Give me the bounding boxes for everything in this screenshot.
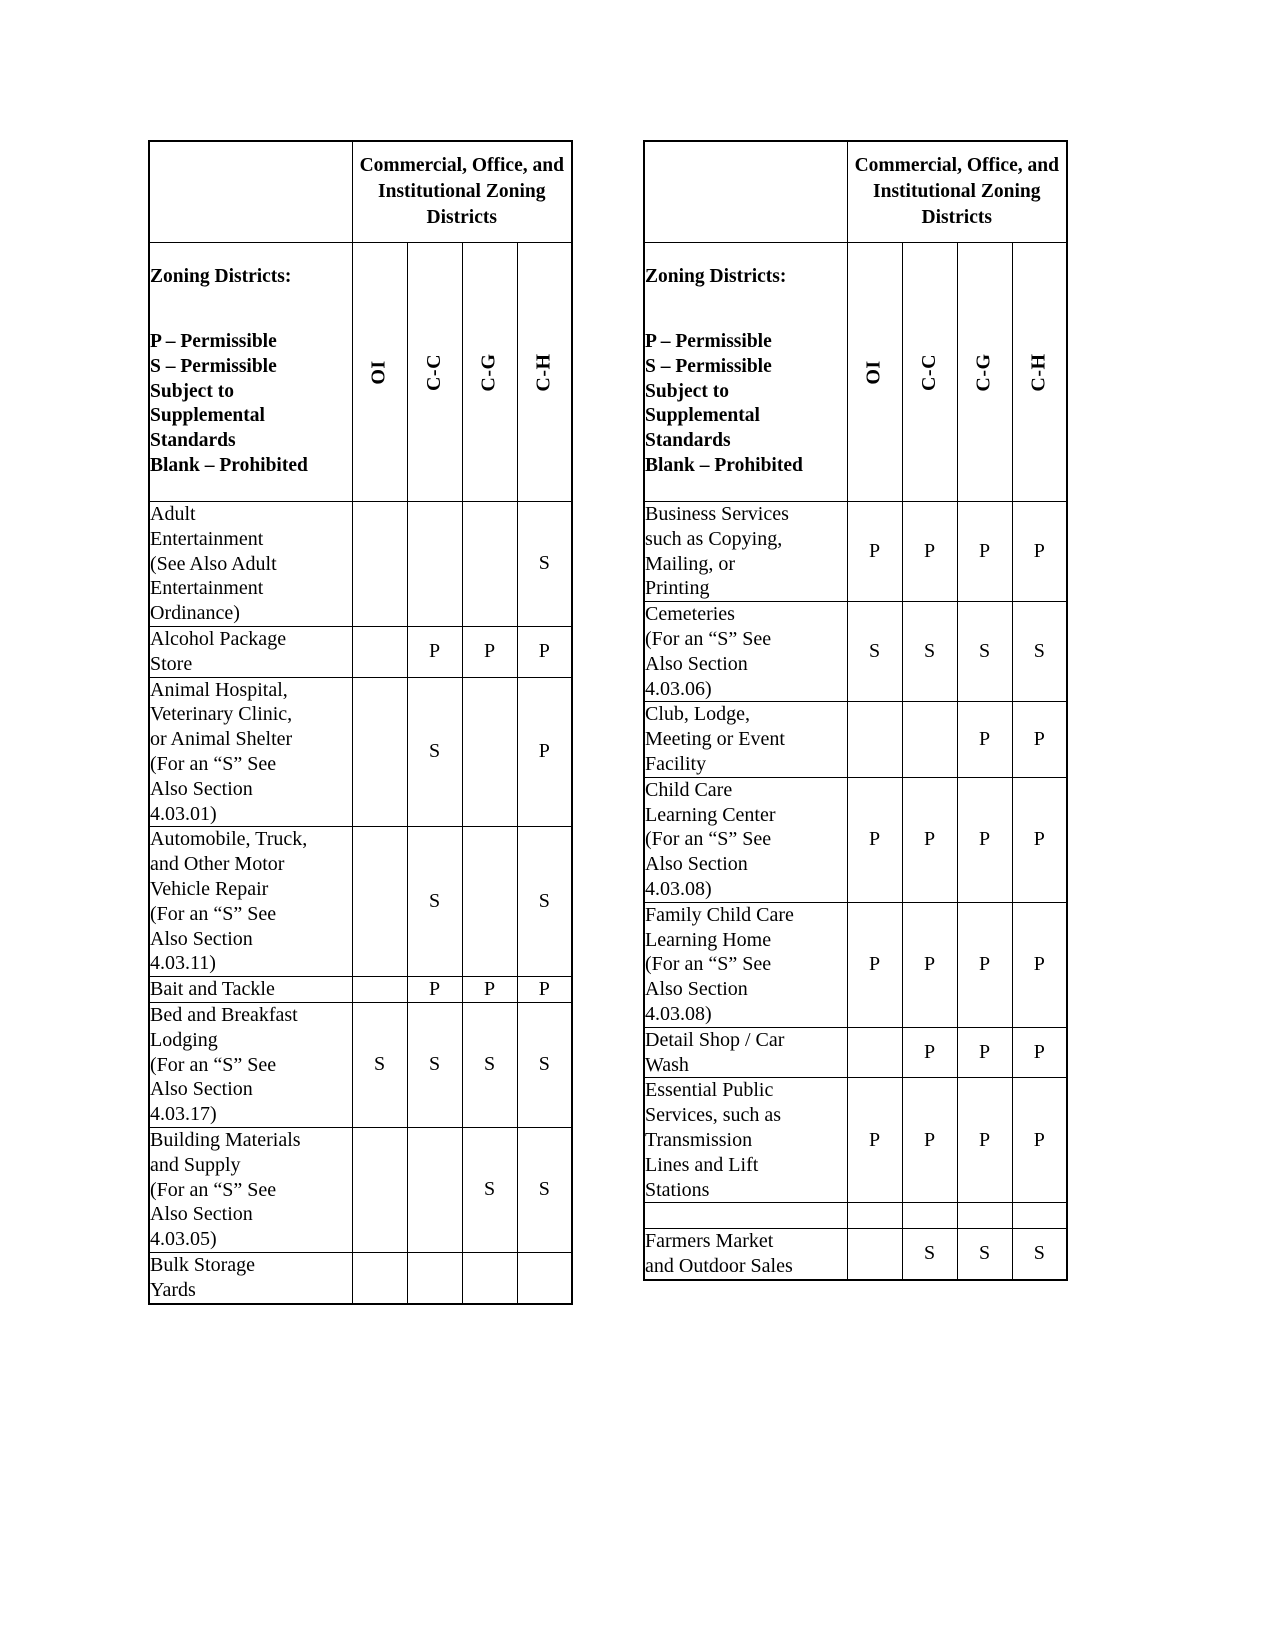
permission-cell: S <box>407 827 462 977</box>
use-type-line: such as Copying, <box>645 527 783 550</box>
zoning-use-table <box>643 140 1068 1281</box>
use-type-line: 4.03.08) <box>645 1002 712 1025</box>
permission-cell: P <box>902 1027 957 1078</box>
use-type-line: Meeting or Event <box>645 728 785 751</box>
permission-cell <box>352 626 407 677</box>
permission-cell: S <box>517 1002 572 1127</box>
table-row <box>149 626 572 677</box>
use-type-cell <box>644 1078 847 1203</box>
permission-cell: S <box>407 1002 462 1127</box>
table-row <box>644 602 1067 702</box>
table-row <box>644 1203 1067 1229</box>
table-row <box>149 677 572 827</box>
permission-cell <box>847 1203 902 1229</box>
legend-line: Blank – Prohibited <box>645 455 803 477</box>
use-type-line: 4.03.08) <box>645 877 712 900</box>
use-type-line: (For an “S” See <box>645 953 772 976</box>
table-row <box>644 1027 1067 1078</box>
use-type-line: Entertainment <box>150 577 264 600</box>
use-type-cell <box>644 1027 847 1078</box>
use-type-line: Also Section <box>150 1203 253 1226</box>
permission-cell: P <box>1012 502 1067 602</box>
permission-cell <box>352 827 407 977</box>
use-type-line: Also Section <box>645 978 748 1001</box>
zoning-table-right-wrapper <box>643 140 1068 1281</box>
permission-cell: P <box>847 902 902 1027</box>
district-column-header <box>407 243 462 502</box>
use-type-line: Alcohol Package <box>150 627 287 650</box>
permission-cell <box>847 702 902 777</box>
permission-cell: P <box>517 626 572 677</box>
permission-cell <box>1012 1203 1067 1229</box>
header-group-label: Commercial, Office, and Institutional Zoning Districts <box>847 141 1067 243</box>
legend-line: P – Permissible <box>645 330 772 352</box>
permission-cell: P <box>462 977 517 1003</box>
table-row <box>149 977 572 1003</box>
permission-cell <box>957 1203 1012 1229</box>
district-column-header <box>462 243 517 502</box>
permission-cell: S <box>462 1127 517 1252</box>
use-type-line: Club, Lodge, <box>645 703 750 726</box>
permission-cell: P <box>517 977 572 1003</box>
use-type-line <box>645 1203 847 1228</box>
use-type-cell <box>149 827 352 977</box>
use-type-line: Adult <box>150 503 196 525</box>
permission-cell <box>462 1252 517 1303</box>
district-code-label: OI <box>863 359 885 385</box>
use-type-line: 4.03.01) <box>150 802 217 825</box>
table-row <box>149 827 572 977</box>
district-code-label: C-G <box>972 352 995 392</box>
permission-cell: S <box>352 1002 407 1127</box>
legend-title: Zoning Districts: <box>645 265 787 287</box>
use-type-line: Also Section <box>645 853 748 876</box>
district-column-header <box>957 243 1012 502</box>
use-type-line: Animal Hospital, <box>150 678 288 701</box>
permission-cell <box>407 1252 462 1303</box>
permission-cell <box>352 977 407 1003</box>
legend-line: Subject to <box>150 380 234 402</box>
use-type-line: Facility <box>645 752 707 775</box>
use-type-line: Vehicle Repair <box>150 877 269 900</box>
district-column-header <box>517 243 572 502</box>
use-type-line: Detail Shop / Car <box>645 1028 785 1051</box>
use-type-line: Also Section <box>645 652 748 675</box>
use-type-line: Printing <box>645 577 710 600</box>
use-type-cell <box>644 502 847 602</box>
legend-line: Standards <box>645 430 731 452</box>
permission-cell: P <box>902 502 957 602</box>
permission-cell: P <box>902 1078 957 1203</box>
legend-title: Zoning Districts: <box>150 265 292 287</box>
use-type-line: Veterinary Clinic, <box>150 703 293 726</box>
use-type-cell <box>644 777 847 902</box>
use-type-line: Learning Home <box>645 928 772 951</box>
permission-cell: S <box>517 1127 572 1252</box>
header-group-label: Commercial, Office, and Institutional Zoning Districts <box>352 141 572 243</box>
use-type-line: (For an “S” See <box>150 1178 277 1201</box>
use-type-line: Ordinance) <box>150 602 240 625</box>
use-type-line: (For an “S” See <box>645 627 772 650</box>
permission-cell: S <box>902 602 957 702</box>
permission-cell: P <box>902 902 957 1027</box>
district-column-header <box>352 243 407 502</box>
permission-cell <box>352 502 407 627</box>
use-type-cell <box>149 1252 352 1303</box>
use-type-cell <box>149 626 352 677</box>
permission-cell <box>902 1203 957 1229</box>
use-type-line: Yards <box>150 1278 196 1301</box>
use-type-line: Cemeteries <box>645 603 735 626</box>
legend-line: Blank – Prohibited <box>150 455 308 477</box>
permission-cell <box>352 677 407 827</box>
use-type-line: Mailing, or <box>645 552 735 575</box>
zoning-use-table <box>148 140 573 1305</box>
district-code-label: C-H <box>1027 352 1050 392</box>
use-type-line: Business Services <box>645 503 789 525</box>
permission-cell <box>407 502 462 627</box>
use-type-line: Entertainment <box>150 527 264 550</box>
use-type-cell <box>644 602 847 702</box>
header-legend <box>149 243 352 502</box>
permission-cell: P <box>407 626 462 677</box>
permission-cell: P <box>847 777 902 902</box>
legend-line: P – Permissible <box>150 330 277 352</box>
use-type-line: (For an “S” See <box>150 752 277 775</box>
table-header-row-districts <box>149 243 572 502</box>
use-type-line: 4.03.06) <box>645 677 712 700</box>
permission-cell <box>352 1127 407 1252</box>
table-row <box>149 1127 572 1252</box>
permission-cell <box>902 702 957 777</box>
table-row <box>644 777 1067 902</box>
legend-line: S – Permissible <box>150 355 277 377</box>
use-type-line: Stations <box>645 1178 710 1201</box>
permission-cell: P <box>847 1078 902 1203</box>
district-code-label: C-H <box>532 352 555 392</box>
use-type-line: 4.03.11) <box>150 952 216 975</box>
district-column-header <box>1012 243 1067 502</box>
legend-line: Supplemental <box>645 405 760 427</box>
legend-line: Standards <box>150 430 236 452</box>
permission-cell: P <box>462 626 517 677</box>
permission-cell <box>462 827 517 977</box>
permission-cell: P <box>1012 1078 1067 1203</box>
table-row <box>644 702 1067 777</box>
use-type-line: Bait and Tackle <box>150 978 275 1001</box>
table-row <box>149 1002 572 1127</box>
use-type-line: Bulk Storage <box>150 1253 255 1276</box>
permission-cell: P <box>1012 902 1067 1027</box>
permission-cell <box>462 677 517 827</box>
permission-cell: P <box>1012 777 1067 902</box>
use-type-line: and Outdoor Sales <box>645 1254 793 1277</box>
use-type-cell <box>149 677 352 827</box>
use-type-line: Also Section <box>150 777 253 800</box>
use-type-line: 4.03.17) <box>150 1103 217 1126</box>
permission-cell: P <box>847 502 902 602</box>
permission-cell: P <box>957 902 1012 1027</box>
use-type-line: Building Materials <box>150 1128 301 1151</box>
permission-cell: S <box>517 827 572 977</box>
use-type-line: Lines and Lift <box>645 1153 759 1176</box>
use-type-cell <box>149 502 352 627</box>
permission-cell: P <box>902 777 957 902</box>
use-type-line: (See Also Adult <box>150 552 277 575</box>
table-row <box>644 502 1067 602</box>
header-blank-cell <box>644 141 847 243</box>
permission-cell <box>352 1252 407 1303</box>
permission-cell: S <box>902 1229 957 1280</box>
use-type-line: (For an “S” See <box>150 1053 277 1076</box>
use-type-line: Also Section <box>150 1078 253 1101</box>
permission-cell: S <box>407 677 462 827</box>
table-header-row-districts <box>644 243 1067 502</box>
use-type-cell <box>644 902 847 1027</box>
use-type-line: Automobile, Truck, <box>150 828 308 851</box>
use-type-line: Essential Public <box>645 1079 774 1102</box>
table-row <box>149 1252 572 1303</box>
use-type-line: Transmission <box>645 1128 753 1151</box>
table-row <box>149 502 572 627</box>
permission-cell: P <box>517 677 572 827</box>
district-code-label: C-C <box>917 353 940 391</box>
use-type-cell <box>644 702 847 777</box>
use-type-line: Wash <box>645 1053 689 1076</box>
use-type-line: Store <box>150 652 193 675</box>
table-header-row-group <box>149 141 572 243</box>
permission-cell: P <box>1012 702 1067 777</box>
district-column-header <box>847 243 902 502</box>
header-blank-cell <box>149 141 352 243</box>
permission-cell: S <box>1012 1229 1067 1280</box>
use-type-cell <box>149 1002 352 1127</box>
table-row <box>644 1229 1067 1280</box>
permission-cell: P <box>957 1078 1012 1203</box>
use-type-line: and Other Motor <box>150 853 285 876</box>
use-type-line: Also Section <box>150 927 253 950</box>
use-type-line: Family Child Care <box>645 903 794 926</box>
legend-line: Subject to <box>645 380 729 402</box>
permission-cell: P <box>1012 1027 1067 1078</box>
district-code-label: C-C <box>422 353 445 391</box>
use-type-cell <box>149 1127 352 1252</box>
district-code-label: C-G <box>477 352 500 392</box>
permission-cell <box>517 1252 572 1303</box>
use-type-line: and Supply <box>150 1153 241 1176</box>
table-row <box>644 902 1067 1027</box>
use-type-line: or Animal Shelter <box>150 728 293 751</box>
permission-cell <box>407 1127 462 1252</box>
permission-cell: S <box>957 602 1012 702</box>
use-type-line: Child Care <box>645 778 733 801</box>
header-legend <box>644 243 847 502</box>
use-type-cell <box>644 1229 847 1280</box>
use-type-line: (For an “S” See <box>150 902 277 925</box>
permission-cell: S <box>957 1229 1012 1280</box>
use-type-line: Learning Center <box>645 803 776 826</box>
use-type-line: Services, such as <box>645 1104 782 1127</box>
permission-cell: P <box>957 777 1012 902</box>
table-header-row-group <box>644 141 1067 243</box>
use-type-cell <box>644 1203 847 1229</box>
permission-cell: P <box>957 502 1012 602</box>
permission-cell <box>847 1229 902 1280</box>
use-type-line: (For an “S” See <box>645 828 772 851</box>
permission-cell: P <box>957 702 1012 777</box>
use-type-line: Farmers Market <box>645 1230 774 1253</box>
permission-cell <box>847 1027 902 1078</box>
permission-cell: P <box>407 977 462 1003</box>
use-type-line: Bed and Breakfast <box>150 1003 298 1026</box>
legend-line: S – Permissible <box>645 355 772 377</box>
table-row <box>644 1078 1067 1203</box>
use-type-line: Lodging <box>150 1028 218 1051</box>
zoning-table-left-wrapper <box>148 140 573 1305</box>
permission-cell: P <box>957 1027 1012 1078</box>
legend-line: Supplemental <box>150 405 265 427</box>
permission-cell: S <box>847 602 902 702</box>
use-type-line: 4.03.05) <box>150 1228 217 1251</box>
permission-cell: S <box>462 1002 517 1127</box>
district-column-header <box>902 243 957 502</box>
use-type-cell <box>149 977 352 1003</box>
permission-cell: S <box>1012 602 1067 702</box>
permission-cell <box>462 502 517 627</box>
permission-cell: S <box>517 502 572 627</box>
district-code-label: OI <box>368 359 390 385</box>
